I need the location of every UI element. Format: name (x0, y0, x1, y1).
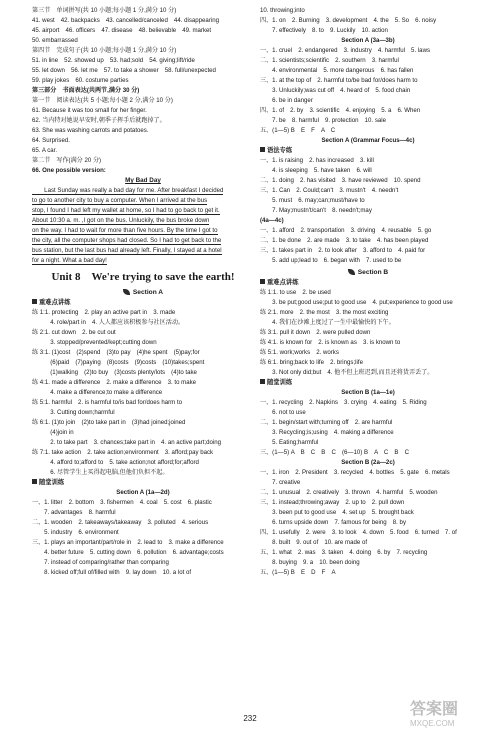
answer-line: 二、1. unusual 2. creatively 3. thrown 4. harmful 5. wooden (260, 489, 438, 496)
answer-line: 59. play jokes 60. costume parties (32, 77, 129, 84)
answer-line: (4)join in (32, 429, 74, 436)
leaf-icon (348, 269, 355, 275)
subsection-heading: Section A (3a—3b) (341, 37, 395, 44)
answer-line: 4. afford to;afford to 5. take action;not afford;for;afford (32, 459, 199, 466)
answer-line: 一、1. litter 2. bottom 3. fishermen 4. coal 5. cost 6. plastic (32, 499, 212, 506)
answer-line: 三、1. takes part in 2. to look after 3. afford to 4. paid for (260, 247, 426, 254)
answer-line: 8. buying 9. a 10. been doing (260, 559, 360, 566)
essay-line-text: bus station, but the last bus had already left. Finally, I stayed at a hotel (32, 247, 222, 254)
answer-line: 练 2:1. more 2. the most 3. the most exciting (260, 309, 389, 316)
answer-line: 三、1. instead;throwing;away 2. up to 2. pull down (260, 499, 405, 506)
answer-line: 一、1. afford 2. transportation 3. driving 4. reusable 5. go (260, 227, 432, 234)
leaf-icon (123, 289, 130, 295)
answer-line: 65. A car. (32, 147, 58, 154)
practice-tag-text: 语法专练 (267, 147, 293, 154)
answer-line: 三、1. Can 2. Could;can't 3. mustn't 4. needn't (260, 187, 399, 194)
answer-line: 练 4:1. is known for 2. is known as 3. is known to (260, 339, 401, 346)
answer-line: (1)walking (2)to buy (3)costs plenty/lots (4)to take (32, 369, 197, 376)
essay-line-text: stop, I found I had left my wallet at home, so I had to go back to get it. (32, 207, 220, 214)
answer-line: 55. let down 56. let me 57. to take a shower 58. full/unexpected (32, 67, 216, 74)
answer-line: 2. to take part 3. chances;take part in 4. an active part;doing (32, 439, 222, 446)
essay-line (32, 236, 254, 246)
answer-line: 五、(1—5) B E D F A (260, 569, 336, 576)
answer-line: 45. airport 46. officers 47. disease 48. believable 49. market (32, 27, 212, 34)
answer-line: 63. She was washing carrots and potatoes. (32, 127, 149, 134)
answer-line: 7. effectively 8. to 9. Luckily 10. action (260, 27, 388, 34)
answer-line: 二、1. begin/start with;turning off 2. are harmful (260, 419, 393, 426)
left-column (32, 6, 254, 578)
answer-line: 7. May;mustn't/can't 8. needn't;may (260, 207, 372, 214)
answer-line: 练 2:1. cut down 2. be cut out (32, 329, 116, 336)
answer-line: 8. kicked off;full of/filled with 9. lay down 10. a lot of (32, 569, 192, 576)
answer-line: 8. built 9. out of 10. are made of (260, 539, 368, 546)
answer-line: 二、1. doing 2. has visited 3. have reviewed 10. spend (260, 177, 421, 184)
answer-line: (6)paid (7)paying (8)costs (9)costs (10)takes;spent (32, 359, 205, 366)
watermark-logo (410, 696, 490, 732)
answer-line: 练 3:1. (1)cost (2)spend (3)to pay (4)he spent (5)pay;for (32, 349, 200, 356)
subsection-heading: Section B (2a—2c) (341, 459, 395, 466)
square-bullet-icon (260, 147, 265, 152)
unit-title: Unit 8 We're trying to save the earth! (51, 271, 235, 283)
section-heading-text: Section A (132, 289, 164, 296)
answer-line: 四、1. on 2. Burning 3. development 4. the 5. So 6. noisy (260, 17, 437, 24)
answer-line: 3. been put to good use 4. set up 5. brought back (260, 509, 414, 516)
answer-line: 练 1:1. to use 2. be used (260, 289, 331, 296)
answer-line: 练 5:1. harmful 2. is harmful to/is bad for/does harm to (32, 399, 183, 406)
essay-title: My Bad Day (125, 177, 161, 184)
square-bullet-icon (260, 279, 265, 284)
answer-line: 一、1. is raising 2. has increased 3. kill (260, 157, 374, 164)
answer-line: 3. Recycling;is;using 4. making a difference (260, 429, 394, 436)
section-heading (32, 287, 254, 298)
essay-line-text: About 10:30 a. m. ,I got on the bus. Unluckily, the bus broke down (32, 217, 210, 224)
essay-line (32, 216, 254, 226)
answer-line: 3. Cutting down;harmful (32, 409, 115, 416)
essay-line-text: to go to another city to buy a computer. When I arrived at the bus (32, 197, 208, 204)
practice-tag (260, 278, 476, 288)
answer-line: 3. Unluckily;was cut off 4. heard of 5. food chain (260, 87, 411, 94)
square-bullet-icon (260, 379, 265, 384)
section-heading (260, 267, 476, 278)
essay-line (32, 206, 254, 216)
answer-line: 6. 尽管学生上买得起电脑,但他们负担不起。 (32, 469, 169, 476)
subsection-heading: Section A (1a—2d) (116, 489, 170, 496)
section-heading-text: Section B (357, 269, 389, 276)
answer-line: 5. add up;lead to 6. began with 7. used to be (260, 257, 402, 264)
answer-line: 三、(1—5) A B C B C (6—10) B A C B C (260, 449, 409, 456)
answer-line: 4. environmental 5. more dangerous 6. has fallen (260, 67, 414, 74)
answer-line: 64. Surprised. (32, 137, 70, 144)
answer-line: 6. be in danger (260, 97, 313, 104)
essay-line-text: the city, all the computer shops had closed. So I had to get back to the (32, 237, 222, 244)
answer-line: (4a—4c) (260, 217, 284, 224)
square-bullet-icon (32, 299, 37, 304)
essay-line (32, 246, 254, 256)
answer-line: 7. be 8. harmful 9. protection 10. sale (260, 117, 386, 124)
answer-line: 4. is sleeping 5. have taken 6. will (260, 167, 372, 174)
answer-line: 51. in line 52. showed up 53. had;sold 54. giving;lift/ride (32, 57, 195, 64)
practice-tag-text: 随堂训练 (267, 379, 293, 386)
practice-tag (32, 298, 254, 308)
answer-line: 二、1. be done 2. are made 3. to take 4. has been played (260, 237, 429, 244)
answer-line: 第三节 单词拼写(共 10 小题;每小题 1 分,满分 10 分) (32, 7, 177, 14)
answer-line: 一、1. cruel 2. endangered 3. industry 4. harmful 5. laws (260, 47, 431, 54)
answer-line: 7. advantages 8. harmful (32, 509, 116, 516)
answer-line: 3. be put;good use;put to good use 4. put;experience to good use (260, 299, 453, 306)
answer-line: 62. 当内特对她说早安时,朝季子挥手后就跑掉了。 (32, 117, 166, 124)
essay-line (32, 196, 254, 206)
answer-line: 4. 我们在沙滩上度过了一生中最愉快的下午。 (260, 319, 395, 326)
answer-line: 练 1:1. protecting 2. play an active part in 3. made (32, 309, 176, 316)
answer-line: 五、1. what 2. was 3. taken 4. doing 6. by 7. recycling (260, 549, 428, 556)
answer-line: 66. One possible version: (32, 167, 106, 174)
answer-line: 5. industry 6. environment (32, 529, 119, 536)
answer-line: 三、1. plays an important/part/role in 2. lead to 3. make a difference (32, 539, 224, 546)
answer-line: 练 5:1. work;works 2. works (260, 349, 339, 356)
answer-line: 三、1. at the top of 2. harmful to/be bad for/does harm to (260, 77, 418, 84)
answer-line: 6. turns upside down 7. famous for being 8. by (260, 519, 406, 526)
practice-tag-text: 重难点讲练 (267, 279, 299, 286)
answer-line: 6. not to use (260, 409, 306, 416)
practice-tag (260, 378, 476, 388)
answer-line: 4. better future 5. cutting down 6. pollution 6. advantage;costs (32, 549, 224, 556)
answer-line: 61. Because it was too small for her finger. (32, 107, 147, 114)
answer-line: 练 4:1. made a difference 2. make a difference 3. to make (32, 379, 197, 386)
answer-line: 10. throwing;into (260, 7, 305, 14)
answer-line: 二、1. scientists;scientific 2. southern 3. harmful (260, 57, 399, 64)
answer-line: 练 6:1. (1)to join (2)to take part in (3)had joined;joined (32, 419, 186, 426)
answer-line: 4. role/part in 4. 人人都应该积极参与社区活动。 (32, 319, 185, 326)
watermark-url: MXQE.COM (410, 719, 455, 728)
square-bullet-icon (32, 479, 37, 484)
practice-tag (260, 146, 476, 156)
answer-line: 第三部分 书面表达(共两节,满分 30 分) (32, 87, 140, 94)
answer-line: 一、1. recycling 2. Napkins 3. crying 4. eating 5. Riding (260, 399, 427, 406)
answer-line: 第四节 完成句子(共 10 小题;每小题 1 分,满分 10 分) (32, 47, 177, 54)
practice-tag-text: 重难点讲练 (39, 299, 71, 306)
answer-line: 练 7:1. take action 2. take action;environment 3. afford;pay back (32, 449, 214, 456)
answer-line: 5. must 6. may;can;must/have to (260, 197, 365, 204)
answer-line: 41. west 42. backpacks 43. cancelled/canceled 44. disappearing (32, 17, 219, 24)
answer-line: 四、1. usefully 2. were 3. to look 4. down 5. food 6. turned 7. of (260, 529, 457, 536)
answer-line: 4. make a difference;to make a difference (32, 389, 163, 396)
answer-line: 第一节 阅读表达(共 5 小题;每小题 2 分,满分 10 分) (32, 97, 173, 104)
answer-line: 练 6:1. bring;back to life 2. brings;life (260, 359, 363, 366)
essay-line-text: for a night. What a bad day! (32, 257, 107, 264)
practice-tag (32, 478, 254, 488)
answer-line: 练 3:1. pull it down 2. were pulled down (260, 329, 371, 336)
answer-line: 二、1. wooden 2. takeaways/takeaway 3. polluted 4. serious (32, 519, 209, 526)
essay-line-text: Last Sunday was really a bad day for me. After breakfast I decided (32, 187, 224, 194)
subsection-heading: Section B (1a—1e) (341, 389, 395, 396)
answer-line: 7. instead of comparing/rather than comparing (32, 559, 169, 566)
right-column (260, 6, 476, 578)
answer-line: 一、1. iron 2. President 3. recycled 4. bottles 5. gate 6. metals (260, 469, 450, 476)
answer-line: 50. embarrassed (32, 37, 78, 44)
practice-tag-text: 随堂训练 (39, 479, 65, 486)
watermark-text: 答案圈 (410, 701, 459, 718)
essay-line (32, 186, 254, 196)
answer-line: 五、(1—5) B E F A C (260, 127, 336, 134)
answer-line: 3. stopped/prevented/kept;cutting down (32, 339, 157, 346)
page-number: 232 (243, 714, 257, 723)
answer-line: 5. Eating;harmful (260, 439, 319, 446)
answer-line: 3. Not only did;but 4. 他不但上班迟到,而且还将货弄丢了。 (260, 369, 434, 376)
essay-line (32, 226, 254, 236)
essay-line (32, 256, 254, 266)
essay-line-text: on the way. I had to wait for more than five hours. By the time I got to (32, 227, 218, 234)
answer-line: 四、1. of 2. by 3. scientific 4. enjoying 5. a 6. When (260, 107, 421, 114)
answer-line: 7. creative (260, 479, 301, 486)
answer-line: 第二节 写作(满分 20 分) (32, 157, 102, 164)
subsection-heading: Section A (Grammar Focus—4c) (321, 137, 415, 144)
